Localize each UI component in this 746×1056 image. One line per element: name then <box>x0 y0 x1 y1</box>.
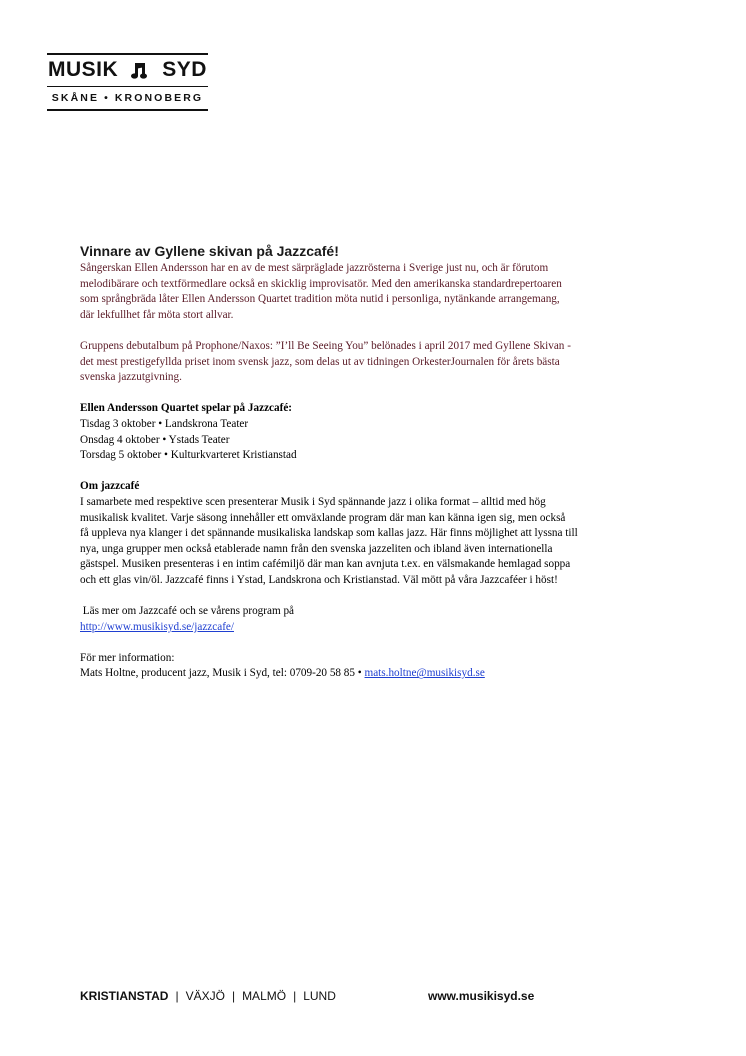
about-line: musikalisk kvalitet. Varje säsong innehåller ett omväxlande program där man kan känna igen sig, men också <box>80 511 566 524</box>
logo-bottom-rule <box>47 109 208 111</box>
about-line: gästspel. Musiken presenteras i en intim cafémiljö där man kan avnjuta t.ex. en välsmakande hemlagad soppa <box>80 558 571 571</box>
footer-city-kristianstad: KRISTIANSTAD <box>80 989 169 1003</box>
album-line: det mest prestigefyllda priset inom svensk jazz, som delas ut av tidningen OrkesterJournalen för årets bästa <box>80 355 560 368</box>
footer <box>80 989 560 1003</box>
footer-separator: | <box>293 989 297 1003</box>
about-heading: Om jazzcafé <box>80 480 140 493</box>
contact-heading: För mer information: <box>80 651 175 664</box>
contact-email-link[interactable]: mats.holtne@musikisyd.se <box>364 667 485 680</box>
music-note-icon <box>131 60 149 80</box>
logo-wordmark <box>47 55 208 86</box>
about-line: I samarbete med respektive scen presenterar Musik i Syd spännande jazz i olika format – alltid med hög <box>80 495 546 508</box>
logo-subtitle: SKÅNE • KRONOBERG <box>51 92 204 104</box>
logo-word-musik: MUSIK <box>48 58 119 81</box>
album-line: Gruppens debutalbum på Prophone/Naxos: ”I’ll Be Seeing You” belönades i april 2017 med Gyllene Skivan - <box>80 339 571 352</box>
intro-paragraph <box>80 261 640 323</box>
concerts-heading: Ellen Andersson Quartet spelar på Jazzcafé: <box>80 402 293 415</box>
concert-item: Tisdag 3 oktober • Landskrona Teater <box>80 417 249 430</box>
album-paragraph <box>80 339 640 386</box>
article-title: Vinnare av Gyllene skivan på Jazzcafé! <box>80 243 339 259</box>
about-section <box>80 479 640 588</box>
contact-details: Mats Holtne, producent jazz, Musik i Syd, tel: 0709-20 58 85 • <box>80 667 365 680</box>
footer-separator: | <box>175 989 179 1003</box>
footer-website[interactable]: www.musikisyd.se <box>428 989 535 1003</box>
about-line: nya, unga grupper men också etablerade namn från den svenska jazzeliten och ibland även internationella <box>80 542 553 555</box>
footer-city-malmo: MALMÖ <box>242 989 287 1003</box>
footer-separator: | <box>231 989 236 1003</box>
about-line: och ett glas vin/öl. Jazzcafé finns i Ystad, Landskrona och Kristianstad. Väl mött på våra Jazzcaféer i höst! <box>80 573 558 586</box>
intro-line: där lekfullhet får möta stort allvar. <box>80 308 234 321</box>
footer-city-vaxjo: VÄXJÖ <box>185 989 225 1003</box>
musik-i-syd-logo <box>47 53 208 111</box>
intro-line: Sångerskan Ellen Andersson har en av de mest särpräglade jazzrösterna i Sverige just nu, och är förutom <box>80 262 549 274</box>
readmore-section <box>80 604 640 635</box>
concert-item: Onsdag 4 oktober • Ystads Teater <box>80 433 230 446</box>
about-line: få uppleva nya klanger i det spännande musikaliska landskap som kallas jazz. Här finns möjlighet att lyssna till <box>80 527 578 540</box>
intro-line: som språngbräda låter Ellen Andersson Quartet tradition möta nutid i personliga, nytänkande arrangemang, <box>80 293 560 306</box>
intro-line: melodibärare och textförmedlare också en skicklig improvisatör. Med den amerikanska standardrepertoaren <box>80 277 562 290</box>
concerts-section <box>80 401 640 463</box>
concert-item: Torsdag 5 oktober • Kulturkvarteret Kristianstad <box>80 449 297 462</box>
album-line: svenska jazzutgivning. <box>80 371 182 384</box>
logo-word-syd: SYD <box>162 58 207 81</box>
contact-section <box>80 651 640 682</box>
readmore-text: Läs mer om Jazzcafé och se vårens program på <box>80 605 295 618</box>
footer-city-lund: LUND <box>303 989 336 1003</box>
jazzcafe-link[interactable]: http://www.musikisyd.se/jazzcafe/ <box>80 620 234 633</box>
press-release-body <box>80 242 640 682</box>
